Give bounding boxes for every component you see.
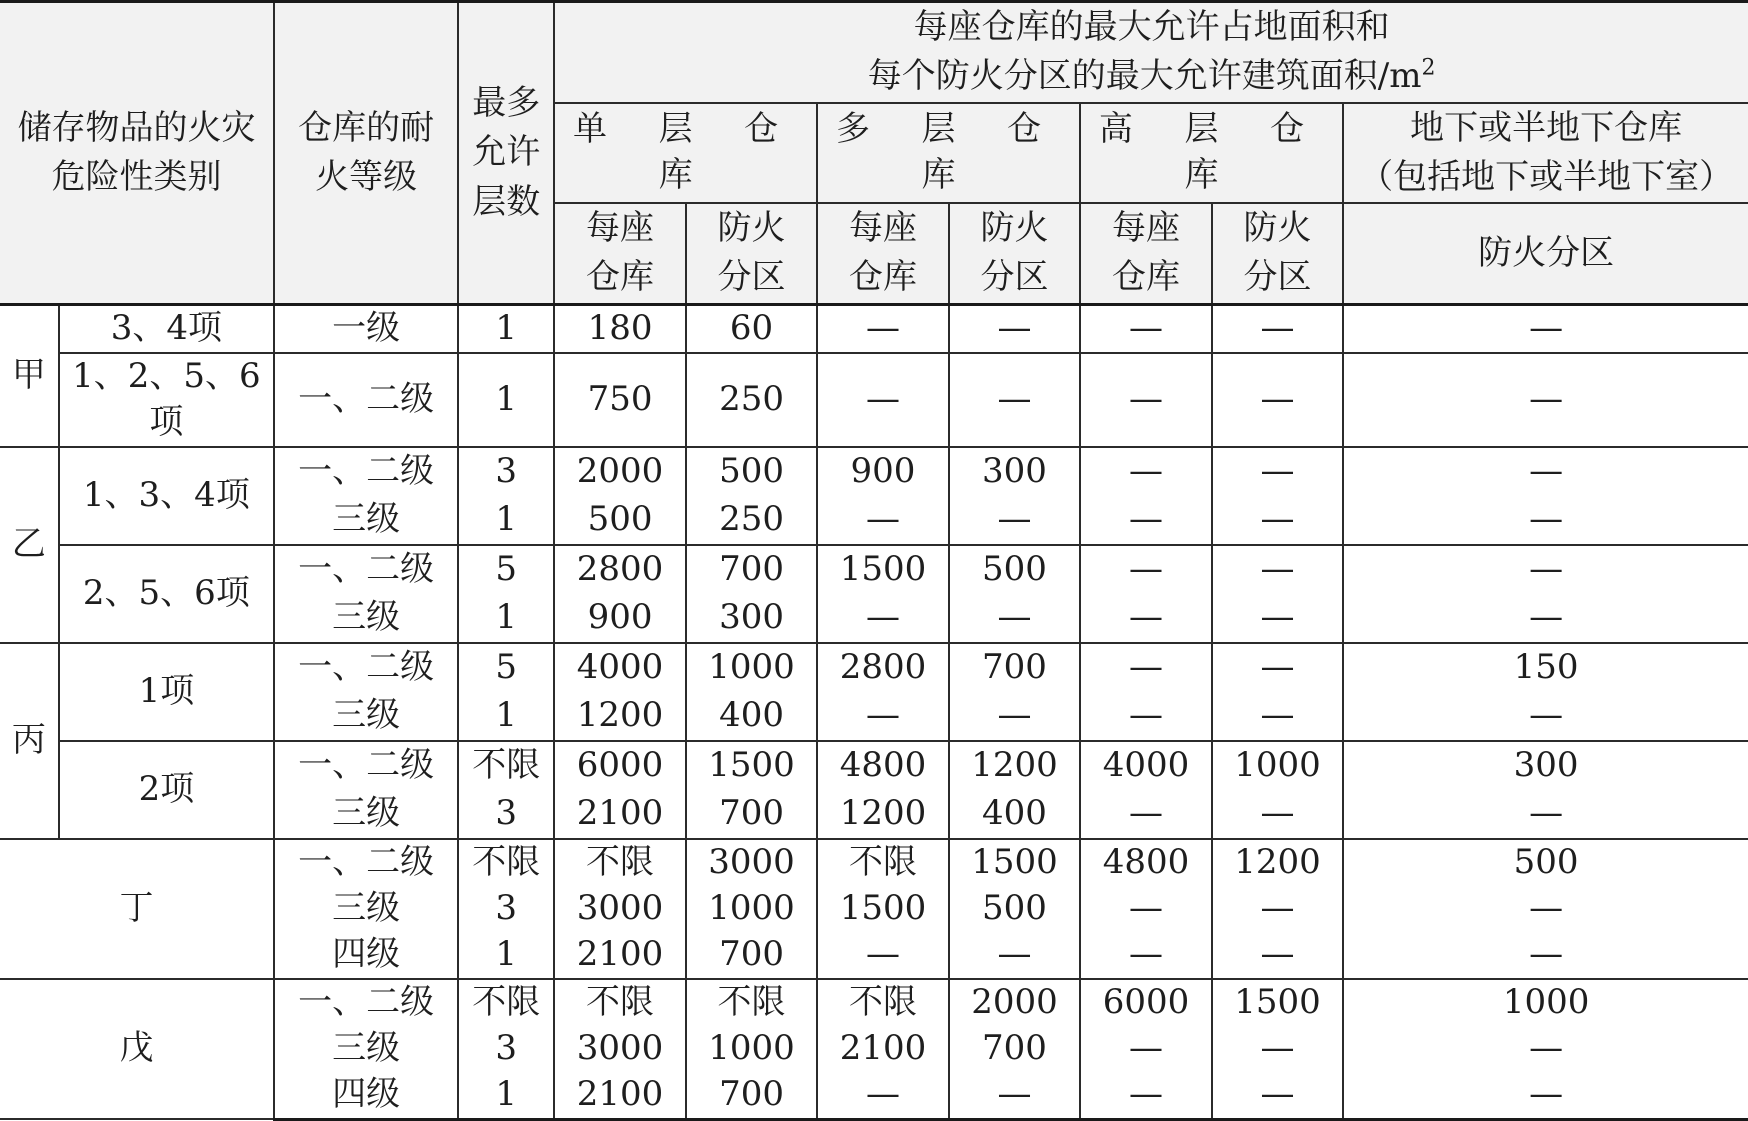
value-cell: 不限 [686, 979, 817, 1026]
value-cell: 300 [686, 594, 817, 643]
table-row [0, 979, 1748, 1026]
value-cell: — [1212, 447, 1343, 496]
value-cell: — [1212, 594, 1343, 643]
value-cell: 1200 [554, 692, 685, 741]
header-underground: 地下或半地下仓库 （包括地下或半地下室） [1343, 103, 1748, 204]
table-row [0, 545, 1748, 594]
value-cell: 不限 [458, 741, 554, 790]
value-cell: — [1212, 1072, 1343, 1119]
value-cell: 5 [458, 643, 554, 692]
value-cell: 300 [1343, 741, 1748, 790]
value-cell: 250 [686, 496, 817, 545]
value-cell: — [817, 932, 948, 979]
fire-rating-cell: 一、二级 [274, 741, 458, 790]
value-cell: 180 [554, 304, 685, 353]
value-cell: — [949, 932, 1080, 979]
value-cell: 1500 [817, 545, 948, 594]
header-fire-zone: 防火 分区 [949, 203, 1080, 304]
value-cell: 700 [949, 1026, 1080, 1072]
value-cell: — [817, 496, 948, 545]
value-cell: 500 [949, 886, 1080, 932]
value-cell: 900 [554, 594, 685, 643]
value-cell: — [1212, 932, 1343, 979]
fire-rating-cell: 三级 [274, 496, 458, 545]
value-cell: — [1343, 496, 1748, 545]
value-cell: 700 [686, 932, 817, 979]
value-cell: — [949, 304, 1080, 353]
value-cell: 400 [949, 790, 1080, 839]
value-cell: — [817, 594, 948, 643]
header-area-title: 每座仓库的最大允许占地面积和 每个防火分区的最大允许建筑面积$/m^2$ [554, 2, 1748, 103]
header-fire-rating: 仓库的耐 火等级 [274, 2, 458, 305]
value-cell: 700 [686, 545, 817, 594]
value-cell: — [1343, 932, 1748, 979]
value-cell: 700 [686, 1072, 817, 1119]
value-cell: 5 [458, 545, 554, 594]
table-row [0, 304, 1748, 353]
fire-rating-cell: 四级 [274, 1072, 458, 1119]
value-cell: 2000 [554, 447, 685, 496]
value-cell: — [949, 594, 1080, 643]
value-cell: 不限 [458, 839, 554, 886]
fire-rating-cell: 一、二级 [274, 979, 458, 1026]
value-cell: 500 [554, 496, 685, 545]
value-cell: 3000 [686, 839, 817, 886]
value-cell: 150 [1343, 643, 1748, 692]
value-cell: 1000 [1212, 741, 1343, 790]
value-cell: — [1080, 932, 1211, 979]
hazard-subclass: 1项 [59, 643, 274, 741]
value-cell: 不限 [458, 979, 554, 1026]
value-cell: 1000 [686, 643, 817, 692]
header-fire-zone: 防火 分区 [686, 203, 817, 304]
value-cell: 1000 [686, 886, 817, 932]
value-cell: 1500 [686, 741, 817, 790]
hazard-subclass: 1、3、4项 [59, 447, 274, 545]
value-cell: 1500 [949, 839, 1080, 886]
value-cell: — [1343, 594, 1748, 643]
value-cell: 1000 [1343, 979, 1748, 1026]
value-cell: 1200 [949, 741, 1080, 790]
value-cell: 3000 [554, 886, 685, 932]
table-row [0, 839, 1748, 886]
value-cell: — [1343, 447, 1748, 496]
value-cell: 500 [1343, 839, 1748, 886]
value-cell: 2100 [554, 1072, 685, 1119]
hazard-class: 戊 [0, 979, 274, 1119]
header-per-building: 每座 仓库 [817, 203, 948, 304]
value-cell: — [949, 692, 1080, 741]
value-cell: — [1212, 692, 1343, 741]
value-cell: — [1343, 304, 1748, 353]
value-cell: 2100 [554, 932, 685, 979]
value-cell: 1 [458, 496, 554, 545]
fire-rating-cell: 一、二级 [274, 545, 458, 594]
fire-rating-cell: 三级 [274, 790, 458, 839]
value-cell: — [949, 353, 1080, 447]
value-cell: 6000 [554, 741, 685, 790]
value-cell: 3 [458, 447, 554, 496]
value-cell: — [1212, 886, 1343, 932]
fire-rating-cell: 一、二级 [274, 447, 458, 496]
value-cell: — [1343, 1072, 1748, 1119]
value-cell: — [817, 1072, 948, 1119]
value-cell: 3000 [554, 1026, 685, 1072]
table-row [0, 741, 1748, 790]
header-fire-zone: 防火 分区 [1212, 203, 1343, 304]
value-cell: — [949, 496, 1080, 545]
header-per-building: 每座 仓库 [1080, 203, 1211, 304]
value-cell: 1 [458, 353, 554, 447]
value-cell: — [1343, 692, 1748, 741]
hazard-subclass: 3、4项 [59, 304, 274, 353]
value-cell: 1 [458, 932, 554, 979]
table-row [0, 643, 1748, 692]
value-cell: — [1080, 545, 1211, 594]
fire-rating-cell: 三级 [274, 692, 458, 741]
value-cell: — [1080, 1072, 1211, 1119]
value-cell: 1 [458, 304, 554, 353]
value-cell: 1500 [1212, 979, 1343, 1026]
value-cell: — [1343, 1026, 1748, 1072]
value-cell: — [1080, 353, 1211, 447]
fire-rating-cell: 三级 [274, 594, 458, 643]
value-cell: — [817, 304, 948, 353]
hazard-subclass: 2项 [59, 741, 274, 839]
value-cell: 700 [949, 643, 1080, 692]
value-cell: 2100 [817, 1026, 948, 1072]
value-cell: — [1080, 790, 1211, 839]
value-cell: 4000 [1080, 741, 1211, 790]
value-cell: — [1212, 643, 1343, 692]
value-cell: — [1212, 353, 1343, 447]
header-high-rise: 高 层 仓 库 [1080, 103, 1343, 204]
hazard-class: 乙 [0, 447, 59, 643]
value-cell: 1 [458, 1072, 554, 1119]
hazard-class: 丁 [0, 839, 274, 979]
value-cell: — [1212, 304, 1343, 353]
value-cell: 60 [686, 304, 817, 353]
value-cell: — [1343, 353, 1748, 447]
value-cell: — [1080, 643, 1211, 692]
value-cell: — [817, 353, 948, 447]
fire-rating-cell: 四级 [274, 932, 458, 979]
table-header [0, 2, 1748, 305]
hazard-subclass: 2、5、6项 [59, 545, 274, 643]
value-cell: 1500 [817, 886, 948, 932]
value-cell: — [1343, 790, 1748, 839]
value-cell: 3 [458, 790, 554, 839]
table-row [0, 447, 1748, 496]
value-cell: — [1343, 886, 1748, 932]
fire-rating-cell: 一、二级 [274, 353, 458, 447]
value-cell: 500 [686, 447, 817, 496]
fire-rating-cell: 三级 [274, 1026, 458, 1072]
value-cell: 4800 [1080, 839, 1211, 886]
value-cell: — [1212, 545, 1343, 594]
value-cell: 1200 [1212, 839, 1343, 886]
header-underground-zone: 防火分区 [1343, 203, 1748, 304]
value-cell: 6000 [1080, 979, 1211, 1026]
value-cell: 300 [949, 447, 1080, 496]
fire-rating-cell: 一级 [274, 304, 458, 353]
hazard-class: 甲 [0, 304, 59, 447]
fire-rating-cell: 三级 [274, 886, 458, 932]
value-cell: 400 [686, 692, 817, 741]
value-cell: — [1080, 304, 1211, 353]
fire-rating-cell: 一、二级 [274, 839, 458, 886]
value-cell: — [949, 1072, 1080, 1119]
value-cell: 不限 [554, 979, 685, 1026]
value-cell: 不限 [554, 839, 685, 886]
value-cell: 3 [458, 886, 554, 932]
value-cell: — [1080, 496, 1211, 545]
header-single-floor: 单 层 仓 库 [554, 103, 817, 204]
table-row [0, 353, 1748, 447]
hazard-subclass: 1、2、5、6项 [59, 353, 274, 447]
value-cell: 不限 [817, 979, 948, 1026]
value-cell: — [1080, 886, 1211, 932]
hazard-class: 丙 [0, 643, 59, 839]
value-cell: — [1212, 790, 1343, 839]
value-cell: 不限 [817, 839, 948, 886]
value-cell: 3 [458, 1026, 554, 1072]
value-cell: — [1080, 447, 1211, 496]
value-cell: — [1080, 692, 1211, 741]
value-cell: 4800 [817, 741, 948, 790]
value-cell: 1 [458, 594, 554, 643]
value-cell: 750 [554, 353, 685, 447]
value-cell: 2800 [817, 643, 948, 692]
value-cell: — [1212, 1026, 1343, 1072]
value-cell: 900 [817, 447, 948, 496]
header-category: 储存物品的火灾 危险性类别 [0, 2, 274, 305]
value-cell: — [1212, 496, 1343, 545]
header-per-building: 每座 仓库 [554, 203, 685, 304]
value-cell: 2800 [554, 545, 685, 594]
fire-rating-cell: 一、二级 [274, 643, 458, 692]
table-body [0, 304, 1748, 1119]
value-cell: 1000 [686, 1026, 817, 1072]
value-cell: — [1080, 594, 1211, 643]
value-cell: 250 [686, 353, 817, 447]
value-cell: 2100 [554, 790, 685, 839]
header-multi-floor: 多 层 仓 库 [817, 103, 1080, 204]
value-cell: 1 [458, 692, 554, 741]
value-cell: — [1343, 545, 1748, 594]
value-cell: 700 [686, 790, 817, 839]
header-max-floors: 最多 允许 层数 [458, 2, 554, 305]
value-cell: 1200 [817, 790, 948, 839]
value-cell: 4000 [554, 643, 685, 692]
value-cell: — [817, 692, 948, 741]
value-cell: 500 [949, 545, 1080, 594]
value-cell: 2000 [949, 979, 1080, 1026]
value-cell: — [1080, 1026, 1211, 1072]
